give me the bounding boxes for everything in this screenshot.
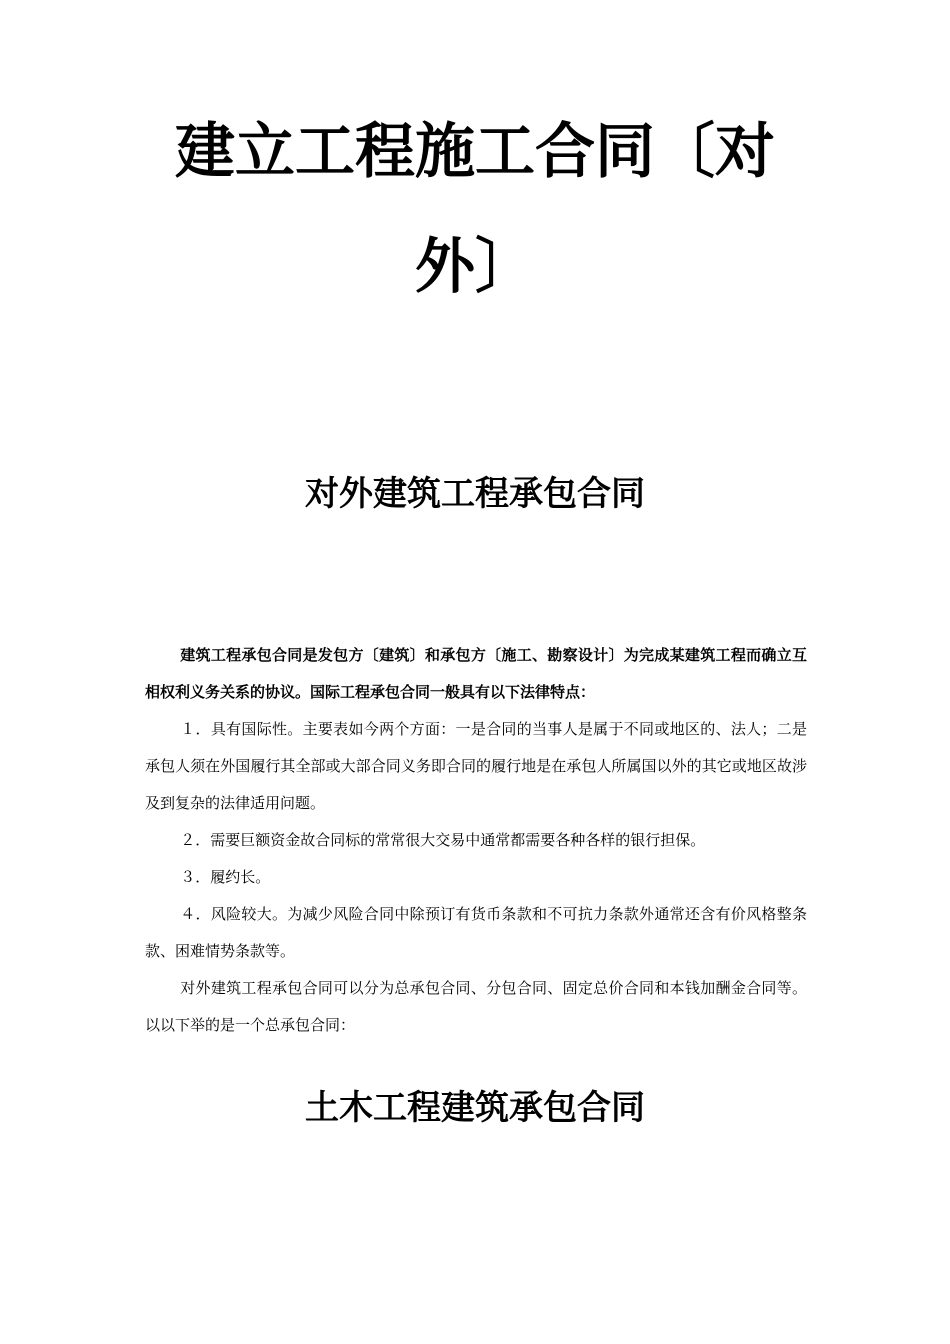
document-title-line-2: 外〕 [415, 232, 535, 302]
feature-paragraph-4: ４．风险较大。为减少风险合同中除预订有货币条款和不可抗力条款外通常还含有价风格整条款、困难情势条款等。 [145, 905, 807, 960]
feature-paragraph-2: ２．需要巨额资金故合同标的常常很大交易中通常都需要各种各样的银行担保。 [180, 831, 706, 849]
feature-paragraph-3: ３．履约长。 [180, 868, 271, 886]
document-body [145, 637, 807, 1044]
intro-paragraph: 建筑工程承包合同是发包方〔建筑〕和承包方〔施工、勘察设计〕为完成某建筑工程而确立互相权利义务关系的协议。国际工程承包合同一般具有以下法律特点： [145, 646, 807, 701]
feature-paragraph-1: １．具有国际性。主要表如今两个方面：一是合同的当事人是属于不同或地区的、法人；二是承包人须在外国履行其全部或大部合同义务即合同的履行地是在承包人所属国以外的其它或地区故涉及到复杂的法律适用问题。 [145, 720, 807, 812]
section-title: 对外建筑工程承包合同 [305, 474, 645, 514]
contract-title: 土木工程建筑承包合同 [305, 1088, 645, 1128]
classification-paragraph: 对外建筑工程承包合同可以分为总承包合同、分包合同、固定总价合同和本钱加酬金合同等。以以下举的是一个总承包合同： [145, 979, 807, 1034]
document-title-line-1: 建立工程施工合同〔对 [175, 117, 775, 187]
